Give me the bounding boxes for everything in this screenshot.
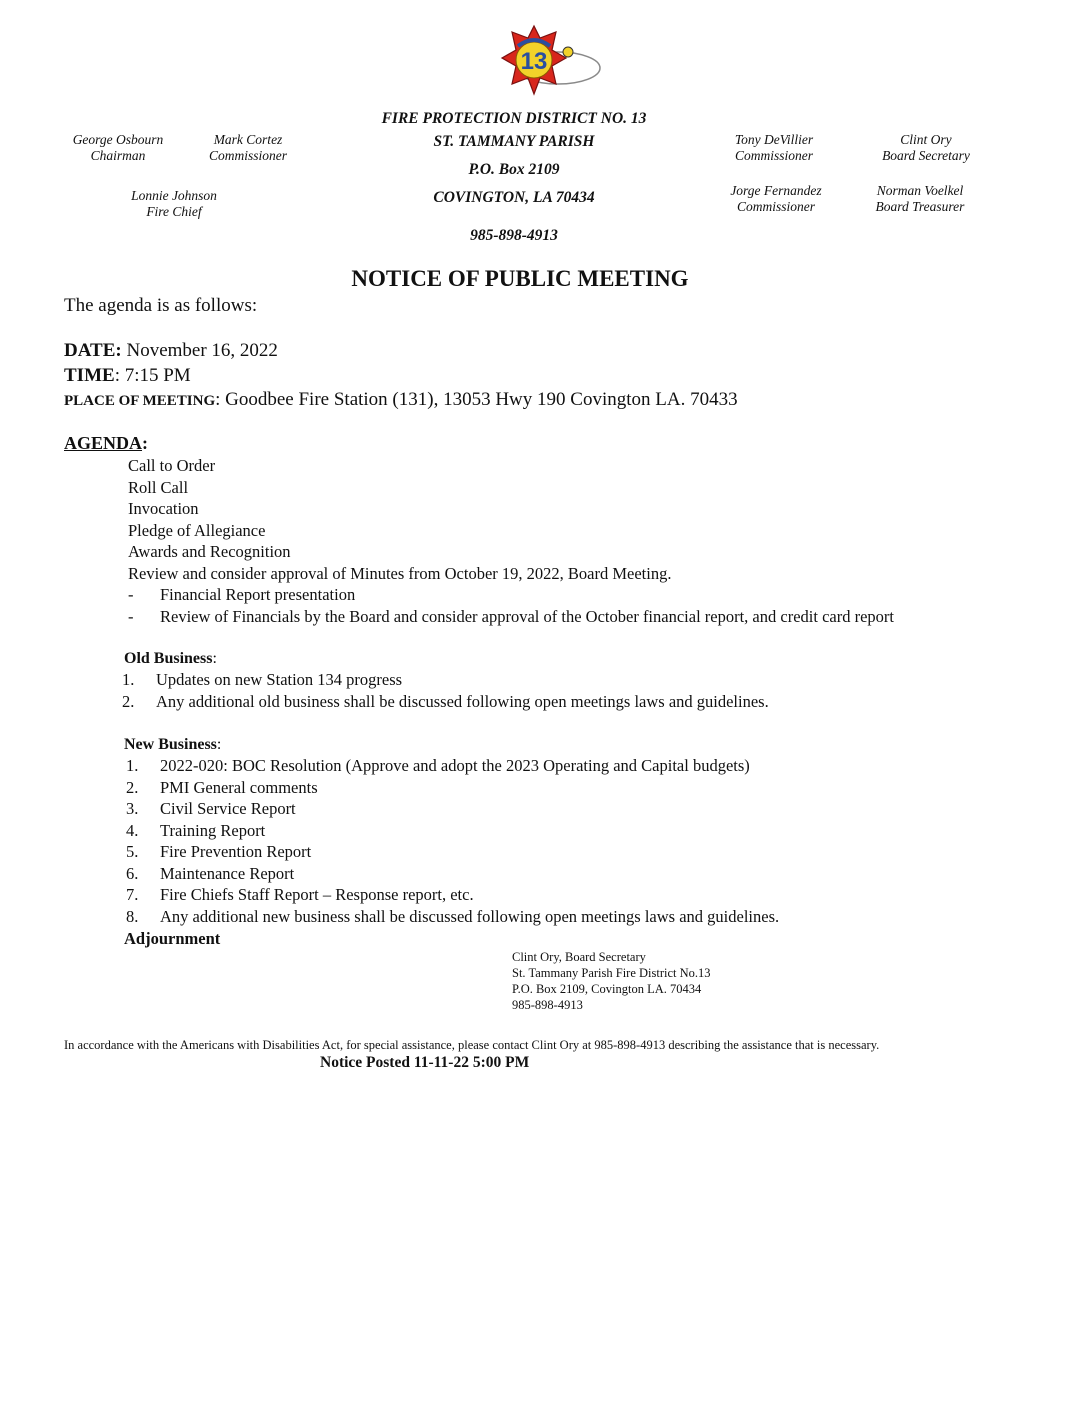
item-text: Civil Service Report <box>160 799 296 818</box>
new-business-item <box>126 885 474 905</box>
new-business-item <box>126 778 318 798</box>
list-item: Roll Call <box>128 477 189 497</box>
meeting-place <box>64 389 738 411</box>
member-title: Fire Chief <box>146 204 202 219</box>
member-title: Commissioner <box>734 148 813 163</box>
contact-block <box>512 949 711 1013</box>
member-board-treasurer <box>864 183 976 215</box>
agenda-intro: The agenda is as follows: <box>64 295 258 316</box>
old-business-item <box>122 692 769 712</box>
item-number: 7. <box>126 885 139 904</box>
time-value: : 7:15 PM <box>114 365 191 386</box>
item-number: 1. <box>126 756 139 775</box>
date-value: November 16, 2022 <box>121 340 278 361</box>
date-label: DATE: <box>64 340 122 361</box>
contact-line: Clint Ory, Board Secretary <box>512 950 646 964</box>
new-business-heading-text: New Business <box>124 736 217 753</box>
new-business-item <box>126 864 294 884</box>
new-business-item <box>126 756 750 776</box>
member-name: Norman Voelkel <box>876 183 964 198</box>
item-text: Fire Chiefs Staff Report – Response report, etc. <box>160 885 474 904</box>
logo-bee <box>563 47 573 57</box>
member-board-secretary <box>872 132 980 164</box>
member-title: Chairman <box>90 148 146 163</box>
list-item: Pledge of Allegiance <box>128 520 266 540</box>
district-name: FIRE PROTECTION DISTRICT NO. 13 <box>381 110 647 127</box>
new-business-item <box>126 842 311 862</box>
member-fire-chief <box>118 188 230 220</box>
item-text: PMI General comments <box>160 778 318 797</box>
sub-item-text: Review of Financials by the Board and consider approval of the October financial report, and credit card report <box>160 607 894 626</box>
new-business-item <box>126 907 779 927</box>
meeting-time <box>64 365 191 387</box>
heading-colon: : <box>212 650 217 667</box>
item-text: Any additional new business shall be discussed following open meetings laws and guidelines. <box>160 907 780 926</box>
notice-posted: Notice Posted 11-11-22 5:00 PM <box>320 1054 530 1071</box>
member-commissioner-fernandez <box>720 183 832 215</box>
member-name: Lonnie Johnson <box>131 188 217 203</box>
phone-number: 985-898-4913 <box>470 227 558 244</box>
old-business-heading <box>124 650 217 668</box>
contact-line: P.O. Box 2109, Covington LA. 70434 <box>512 982 702 996</box>
list-item: Call to Order <box>128 456 216 475</box>
new-business-item <box>126 821 265 841</box>
item-number: 4. <box>126 821 139 840</box>
contact-line: St. Tammany Parish Fire District No.13 <box>512 966 711 980</box>
po-box: P.O. Box 2109 <box>468 161 560 178</box>
heading-colon: : <box>216 736 222 753</box>
parish-name: ST. TAMMANY PARISH <box>433 133 595 150</box>
fire-district-13-badge-icon <box>484 24 604 110</box>
bullet: - <box>128 585 134 604</box>
bullet: - <box>128 607 134 626</box>
member-name: George Osbourn <box>72 132 164 147</box>
financial-sub-item <box>128 585 355 605</box>
item-text: Any additional old business shall be discussed following open meetings laws and guidelines. <box>156 692 769 711</box>
item-text: Updates on new Station 134 progress <box>156 670 403 689</box>
member-title: Commissioner <box>208 148 287 163</box>
adjournment: Adjournment <box>124 929 221 948</box>
time-label: TIME <box>64 365 115 386</box>
old-business-heading-text: Old Business <box>124 650 213 667</box>
member-commissioner-devillier <box>722 132 826 164</box>
list-item: Awards and Recognition <box>128 542 291 562</box>
member-name: Mark Cortez <box>213 132 283 147</box>
list-item: Invocation <box>128 499 199 519</box>
member-commissioner-cortez <box>198 132 298 164</box>
agenda-heading-text: AGENDA <box>64 433 143 453</box>
member-chairman <box>62 132 174 164</box>
new-business-heading <box>124 736 221 754</box>
item-number: 6. <box>126 864 139 883</box>
sub-item-text: Financial Report presentation <box>160 585 356 604</box>
agenda-list <box>128 455 671 585</box>
item-text: Training Report <box>160 821 266 840</box>
financial-sub-item <box>128 607 894 627</box>
logo-number: 13 <box>520 48 548 75</box>
page-title: NOTICE OF PUBLIC MEETING <box>351 266 689 291</box>
old-business-item <box>122 670 402 690</box>
item-number: 5. <box>126 842 139 861</box>
item-number: 3. <box>126 799 139 818</box>
meeting-date <box>64 340 278 362</box>
member-title: Board Secretary <box>882 148 970 163</box>
agenda-heading-colon: : <box>142 433 149 453</box>
list-item: Review and consider approval of Minutes from October 19, 2022, Board Meeting. <box>128 563 672 583</box>
member-name: Jorge Fernandez <box>730 183 822 198</box>
member-name: Tony DeVillier <box>734 132 814 147</box>
item-number: 8. <box>126 907 139 926</box>
agenda-heading <box>64 433 148 454</box>
member-title: Commissioner <box>736 199 815 214</box>
contact-line: 985-898-4913 <box>512 998 583 1012</box>
ada-notice: In accordance with the Americans with Disabilities Act, for special assistance, please contact Clint Ory at 985-898-4913 describing the assistance that is necessary. <box>64 1038 880 1052</box>
item-number: 2. <box>126 778 139 797</box>
place-label: PLACE OF MEETING <box>64 393 216 409</box>
member-name: Clint Ory <box>900 132 952 147</box>
new-business-item <box>126 799 296 819</box>
item-number: 2. <box>122 692 135 711</box>
item-text: Fire Prevention Report <box>160 842 312 861</box>
member-title: Board Treasurer <box>875 199 965 214</box>
city-address: COVINGTON, LA 70434 <box>433 189 595 206</box>
item-text: Maintenance Report <box>160 864 295 883</box>
item-text: 2022-020: BOC Resolution (Approve and adopt the 2023 Operating and Capital budgets) <box>160 756 750 775</box>
place-value: : Goodbee Fire Station (131), 13053 Hwy 190 Covington LA. 70433 <box>215 389 738 410</box>
item-number: 1. <box>122 670 135 689</box>
